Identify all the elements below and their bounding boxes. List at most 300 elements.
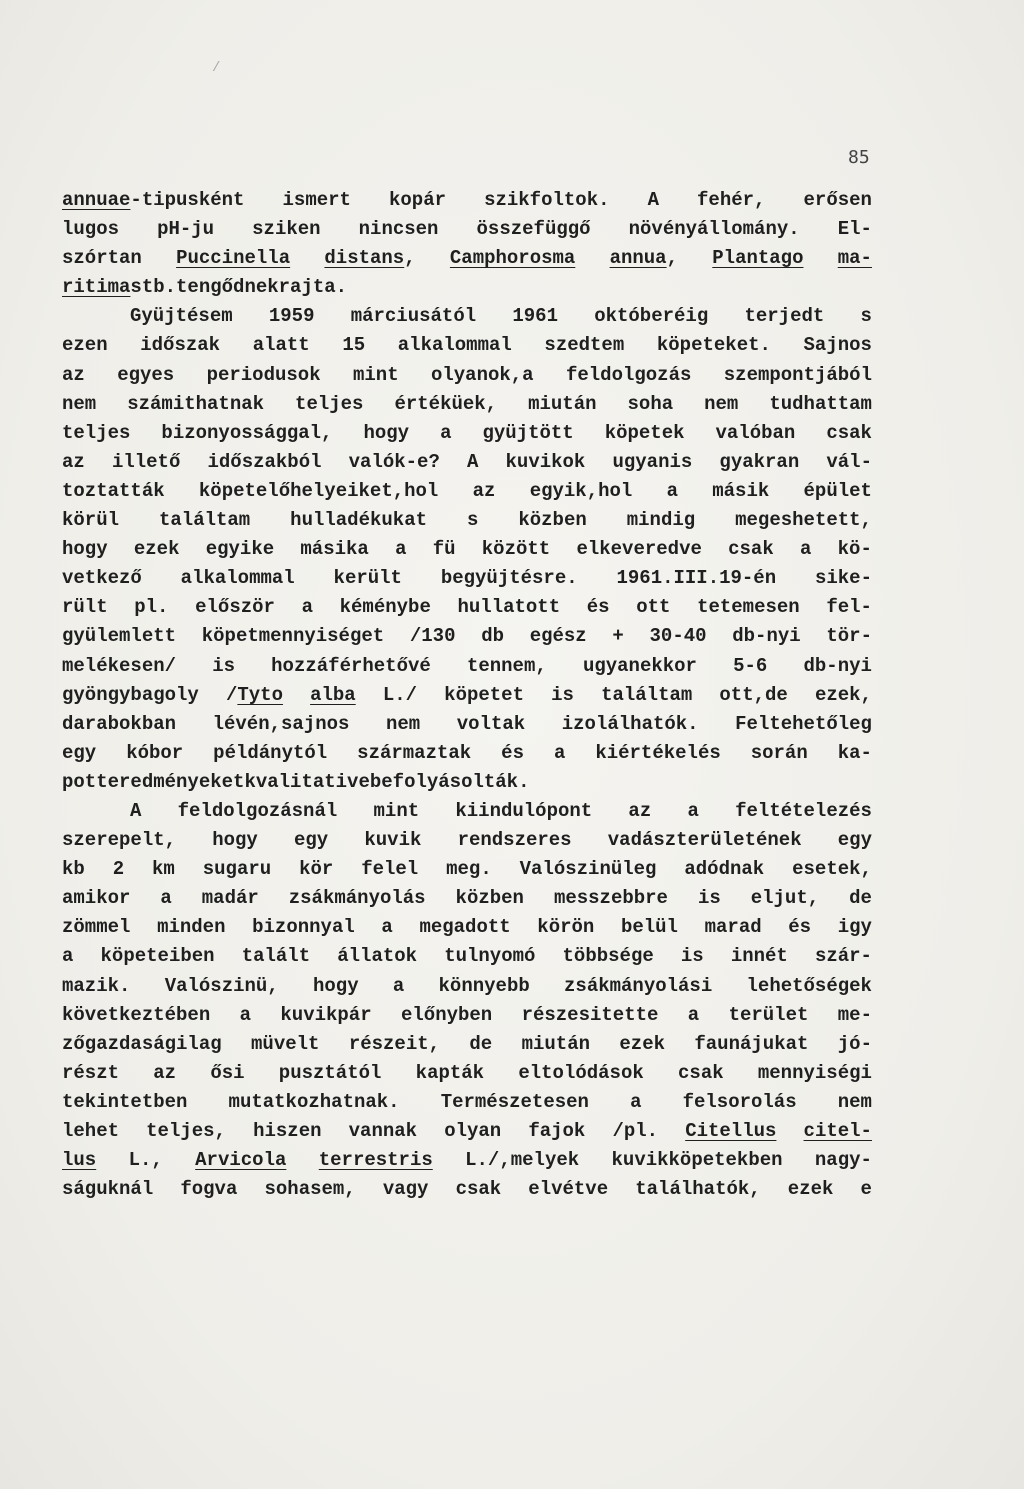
word: ezek: [133, 538, 180, 561]
word: hiszen: [253, 1120, 322, 1142]
word: a: [381, 916, 393, 939]
word: köpetek: [604, 421, 685, 444]
word: distans,: [324, 247, 416, 270]
word: kuvikköpetekben: [611, 1149, 783, 1172]
text-line: [62, 1175, 872, 1204]
word: olyanok,a: [430, 363, 534, 386]
text-line: [62, 652, 872, 681]
word: köpeteket.: [656, 334, 771, 357]
word: nem: [62, 392, 97, 415]
word: időszakból: [207, 450, 322, 473]
word: is: [212, 654, 235, 677]
word: eljut,: [750, 887, 820, 910]
word: km: [152, 858, 175, 881]
word: vadászterületének: [607, 829, 802, 852]
word: melékesen/: [62, 654, 177, 677]
word: alba: [310, 683, 356, 706]
word: db: [481, 625, 504, 648]
text-line: [62, 477, 872, 506]
word: közben: [518, 509, 587, 532]
word: a: [687, 799, 699, 822]
word: Citellus: [685, 1120, 777, 1142]
word: tengődnek: [176, 276, 279, 299]
word: terrestris: [318, 1149, 433, 1172]
word: nem: [837, 1090, 872, 1113]
text-line: [62, 826, 872, 855]
word: során: [750, 741, 808, 764]
word: rajta.: [278, 276, 348, 299]
word: fehér,: [697, 189, 766, 211]
word: /130: [409, 625, 456, 648]
text-line: [62, 506, 872, 535]
word: messzebbre: [553, 887, 668, 910]
word: Valószinü,: [164, 974, 279, 997]
word: +: [612, 625, 624, 648]
text-line: [62, 448, 872, 477]
word: vál-: [826, 450, 872, 473]
word: zőgazdaságilag: [62, 1032, 222, 1055]
word: alatt: [252, 334, 310, 357]
word: terület: [728, 1003, 809, 1026]
word: köpetet: [444, 683, 524, 706]
word: gyakran: [719, 450, 800, 473]
text-line: [62, 244, 872, 273]
word: 5-6: [733, 654, 768, 677]
word: köpetelőhelyeiket,hol: [198, 479, 439, 502]
word: pH-ju: [157, 218, 215, 241]
word: bizonyossággal,: [161, 421, 333, 444]
word: ott,de: [719, 683, 788, 706]
text-line: [62, 797, 872, 826]
word: először: [195, 596, 275, 619]
word: igy: [837, 916, 872, 939]
word: találtam: [158, 509, 251, 532]
word: faunájukat: [694, 1032, 809, 1055]
word: fogva: [180, 1178, 238, 1201]
word: kö-: [837, 538, 872, 561]
word: a: [160, 887, 172, 910]
word: köpetmennyiséget: [201, 625, 385, 648]
word: A: [130, 799, 142, 822]
word: zsákmányolás: [288, 887, 426, 910]
word: Camphorosma: [449, 247, 576, 270]
word: 15: [342, 334, 366, 357]
word: me-: [837, 1003, 872, 1026]
text-line: [62, 1117, 872, 1146]
word: de: [469, 1032, 493, 1055]
word: a: [687, 1003, 700, 1026]
word: ka-: [837, 741, 872, 764]
word: 1961.III.19-én: [616, 567, 777, 590]
text-line: [62, 273, 872, 302]
word: egyik,hol: [529, 479, 633, 502]
word: csak: [728, 538, 774, 561]
word: fel-: [826, 596, 872, 619]
word: db-nyi: [732, 625, 801, 648]
word: A: [466, 450, 479, 473]
word: a: [395, 538, 407, 561]
word: El-: [837, 218, 872, 241]
word: sziken: [252, 218, 321, 241]
word: darabokban: [62, 712, 177, 735]
word: a: [392, 974, 405, 997]
word: sohasem,: [264, 1178, 356, 1201]
word: miután: [528, 392, 597, 415]
word: 1959: [268, 305, 315, 328]
word: ezek,: [814, 683, 872, 706]
word: mazik.: [62, 974, 131, 997]
word: sugaru: [202, 858, 272, 881]
word: számithatnak: [127, 392, 265, 415]
word: is: [680, 945, 704, 968]
word: származtak: [357, 741, 472, 764]
word: az: [62, 363, 85, 386]
word: a: [440, 421, 452, 444]
word: tudhattam: [769, 392, 872, 415]
word: talált: [241, 945, 311, 968]
word: lehet: [62, 1120, 120, 1142]
word: a: [553, 741, 566, 764]
word: db-nyi: [803, 654, 872, 677]
word: könnyebb: [438, 974, 530, 997]
word: lugos: [62, 218, 120, 241]
word: tennem,: [466, 654, 547, 677]
word: /pl.: [612, 1120, 659, 1142]
word: felsorolás: [682, 1090, 797, 1113]
word: L.,: [128, 1149, 163, 1172]
word: eltolódások: [518, 1061, 644, 1084]
text-line: [62, 1001, 872, 1030]
word: rült: [62, 596, 108, 619]
word: kb: [62, 858, 85, 881]
text-line: [62, 593, 872, 622]
text-line: [62, 1030, 872, 1059]
word: következtében: [62, 1003, 211, 1026]
word: között: [481, 538, 551, 561]
word: e: [860, 1178, 872, 1201]
text-line: [62, 535, 872, 564]
word: összefüggő: [476, 218, 591, 241]
word: a: [239, 1003, 252, 1026]
word: illető: [111, 450, 181, 473]
word: egy: [62, 741, 97, 764]
word: hozzáférhetővé: [271, 654, 431, 677]
text-line: [62, 1059, 872, 1088]
word: mindig: [626, 509, 696, 532]
word: körül: [62, 509, 120, 532]
word: nem: [704, 392, 739, 415]
word: izolálhatók.: [561, 712, 699, 735]
word: gyöngybagoly: [62, 683, 199, 706]
word: az: [628, 799, 652, 822]
word: feltételezés: [735, 799, 872, 822]
word: ugyanis: [612, 450, 693, 473]
word: tulnyomó: [444, 945, 536, 968]
word: valók-e?: [348, 450, 440, 473]
word: alkalommal: [397, 334, 512, 357]
word: Puccinella: [176, 247, 291, 270]
word: ott: [636, 596, 671, 619]
word: tör-: [826, 625, 872, 648]
word: vannak: [348, 1120, 418, 1142]
word: soha: [627, 392, 674, 415]
text-line: [62, 681, 872, 710]
word: került: [333, 567, 402, 590]
word: teljes: [62, 421, 131, 444]
word: hogy: [62, 538, 108, 561]
word: annuae-tipusként: [62, 189, 245, 211]
word: valóban: [715, 421, 796, 444]
word: a: [62, 945, 74, 968]
word: adódnak: [684, 858, 765, 881]
word: nagy-: [814, 1149, 872, 1172]
word: kör: [299, 858, 334, 881]
word: feldolgozás: [565, 363, 692, 386]
word: Feltehetőleg: [735, 712, 872, 735]
word: miután: [521, 1032, 591, 1055]
word: kiindulópont: [455, 799, 593, 822]
word: müvelt: [251, 1032, 320, 1055]
word: L./,melyek: [465, 1149, 580, 1172]
word: nincsen: [358, 218, 439, 241]
word: megeshetett,: [735, 509, 872, 532]
word: szempontjából: [723, 363, 872, 386]
word: többsége: [562, 945, 654, 968]
word: belül: [620, 916, 678, 939]
word: kuvikok: [505, 450, 586, 473]
word: befolyásolták.: [369, 770, 530, 793]
text-line: [62, 419, 872, 448]
word: időszak: [140, 334, 221, 357]
word: szerepelt,: [62, 829, 177, 852]
word: gyülemlett: [62, 625, 177, 648]
word: kéménybe: [339, 596, 431, 619]
word: egyes: [117, 363, 175, 386]
text-line: [62, 331, 872, 360]
word: másik: [712, 479, 770, 502]
word: eredményeket: [107, 770, 245, 793]
word: nem: [385, 712, 421, 735]
word: növényállomány.: [628, 218, 800, 241]
word: példánytól: [213, 741, 328, 764]
word: innét: [730, 945, 788, 968]
word: másika: [300, 538, 369, 561]
word: 30-40: [649, 625, 707, 648]
word: gyüjtött: [482, 421, 574, 444]
text-line: [62, 622, 872, 651]
word: közben: [455, 887, 524, 910]
word: a: [301, 596, 313, 619]
word: 1961: [512, 305, 558, 328]
word: elkeveredve: [576, 538, 702, 561]
word: kuvikpár: [280, 1003, 372, 1026]
word: októberéig: [594, 305, 709, 328]
word: értéküek,: [394, 392, 498, 415]
word: vagy: [382, 1178, 429, 1201]
word: vetkező: [62, 567, 142, 590]
word: a: [630, 1090, 642, 1113]
word: is: [551, 683, 574, 706]
word: alkalommal: [180, 567, 295, 590]
word: marad: [704, 916, 762, 939]
word: hogy: [312, 974, 359, 997]
word: A: [647, 189, 659, 211]
word: fü: [432, 538, 456, 561]
word: de: [849, 887, 872, 910]
word: Sajnos: [803, 334, 872, 357]
word: ezek: [787, 1178, 834, 1201]
text-line: [62, 390, 872, 419]
word: pott: [62, 770, 108, 793]
word: csak: [826, 421, 872, 444]
word: amikor: [62, 887, 131, 910]
word: terjedt: [744, 305, 825, 328]
word: hulladékukat: [290, 509, 427, 532]
word: az: [472, 479, 496, 502]
word: ságuknál: [62, 1178, 154, 1201]
word: ősi: [210, 1061, 245, 1084]
word: stb.: [130, 276, 177, 299]
word: L./: [382, 683, 418, 706]
word: elvétve: [528, 1178, 609, 1201]
word: mint: [373, 799, 420, 822]
word: szedtem: [544, 334, 625, 357]
word: ritima: [62, 276, 131, 299]
word: ma-: [837, 247, 872, 270]
word: kopár: [389, 189, 447, 211]
text-line: [62, 913, 872, 942]
word: is: [697, 887, 721, 910]
word: annua,: [609, 247, 678, 270]
text-line: [62, 972, 872, 1001]
word: Valószinüleg: [519, 858, 657, 881]
text-line: [62, 884, 872, 913]
word: ismert: [282, 189, 351, 211]
word: kapták: [415, 1061, 485, 1084]
word: sike-: [814, 567, 872, 590]
text-line: [62, 1088, 872, 1117]
word: kvalitative: [244, 770, 370, 793]
word: periodusok: [206, 363, 321, 386]
scan-mark: /: [212, 60, 221, 76]
word: ugyanekkor: [582, 654, 697, 677]
word: /Tyto: [225, 683, 283, 706]
word: csak: [455, 1178, 502, 1201]
word: épület: [803, 479, 872, 502]
word: zsákmányolási: [564, 974, 713, 997]
word: 2: [112, 858, 125, 881]
word: egy: [293, 829, 329, 852]
word: s: [860, 305, 872, 328]
word: feldolgozásnál: [177, 799, 338, 822]
word: Gyüjtésem: [130, 305, 233, 328]
word: a: [666, 479, 678, 502]
word: fajok: [528, 1120, 586, 1142]
word: részt: [62, 1061, 120, 1084]
word: teljes: [295, 392, 364, 415]
word: kiértékelés: [595, 741, 721, 764]
word: szikfoltok.: [484, 189, 610, 211]
word: mennyiségi: [757, 1061, 872, 1084]
word: felel: [361, 858, 419, 881]
text-line: [62, 710, 872, 739]
word: lus: [62, 1149, 97, 1172]
word: Arvicola: [195, 1149, 287, 1172]
word: állatok: [337, 945, 418, 968]
word: minden: [157, 916, 226, 939]
word: kóbor: [126, 741, 184, 764]
word: meg.: [446, 858, 492, 881]
word: találtam: [601, 683, 693, 706]
text-line: [62, 942, 872, 971]
word: megadott: [419, 916, 511, 939]
word: köpeteiben: [100, 945, 215, 968]
word: zömmel: [62, 916, 131, 939]
word: szár-: [814, 945, 872, 968]
word: jó-: [837, 1032, 872, 1055]
word: egész: [529, 625, 587, 648]
word: madár: [201, 887, 259, 910]
word: körön: [537, 916, 595, 939]
text-line: [62, 1146, 872, 1175]
word: s: [466, 509, 479, 532]
word: voltak: [456, 712, 526, 735]
word: begyüjtésre.: [440, 567, 578, 590]
word: szórtan: [62, 247, 142, 270]
word: hogy: [363, 421, 410, 444]
word: és: [788, 916, 812, 939]
word: mint: [352, 363, 399, 386]
word: és: [501, 741, 524, 764]
text-line: [62, 302, 872, 331]
word: hogy: [212, 829, 258, 852]
word: Természetesen: [440, 1090, 589, 1113]
word: márciusától: [350, 305, 477, 328]
word: kuvik: [364, 829, 422, 852]
text-line: [62, 768, 872, 797]
word: az: [153, 1061, 177, 1084]
word: egy: [837, 829, 872, 852]
text-line: [62, 739, 872, 768]
word: és: [586, 596, 610, 619]
word: pl.: [134, 596, 169, 619]
word: ezek: [619, 1032, 665, 1055]
word: ezen: [62, 334, 108, 357]
word: erősen: [803, 189, 872, 211]
text-line: [62, 564, 872, 593]
word: tetemesen: [697, 596, 800, 619]
word: a: [799, 538, 812, 561]
word: csak: [678, 1061, 724, 1084]
word: pusztától: [278, 1061, 382, 1084]
word: Plantago: [712, 247, 804, 270]
word: mutatkozhatnak.: [228, 1090, 400, 1113]
word: bizonnyal: [252, 916, 355, 939]
word: részesitette: [521, 1003, 659, 1026]
word: lehetőségek: [746, 974, 872, 997]
text-line: [62, 215, 872, 244]
word: az: [62, 450, 85, 473]
word: hullatott: [457, 596, 561, 619]
word: lévén,sajnos: [212, 712, 350, 735]
text-line: [62, 855, 872, 884]
word: toztatták: [62, 479, 165, 502]
word: előnyben: [400, 1003, 493, 1026]
body-text: [62, 186, 872, 1204]
word: részeit,: [348, 1032, 441, 1055]
word: teljes,: [146, 1120, 226, 1142]
word: citel-: [803, 1120, 872, 1142]
